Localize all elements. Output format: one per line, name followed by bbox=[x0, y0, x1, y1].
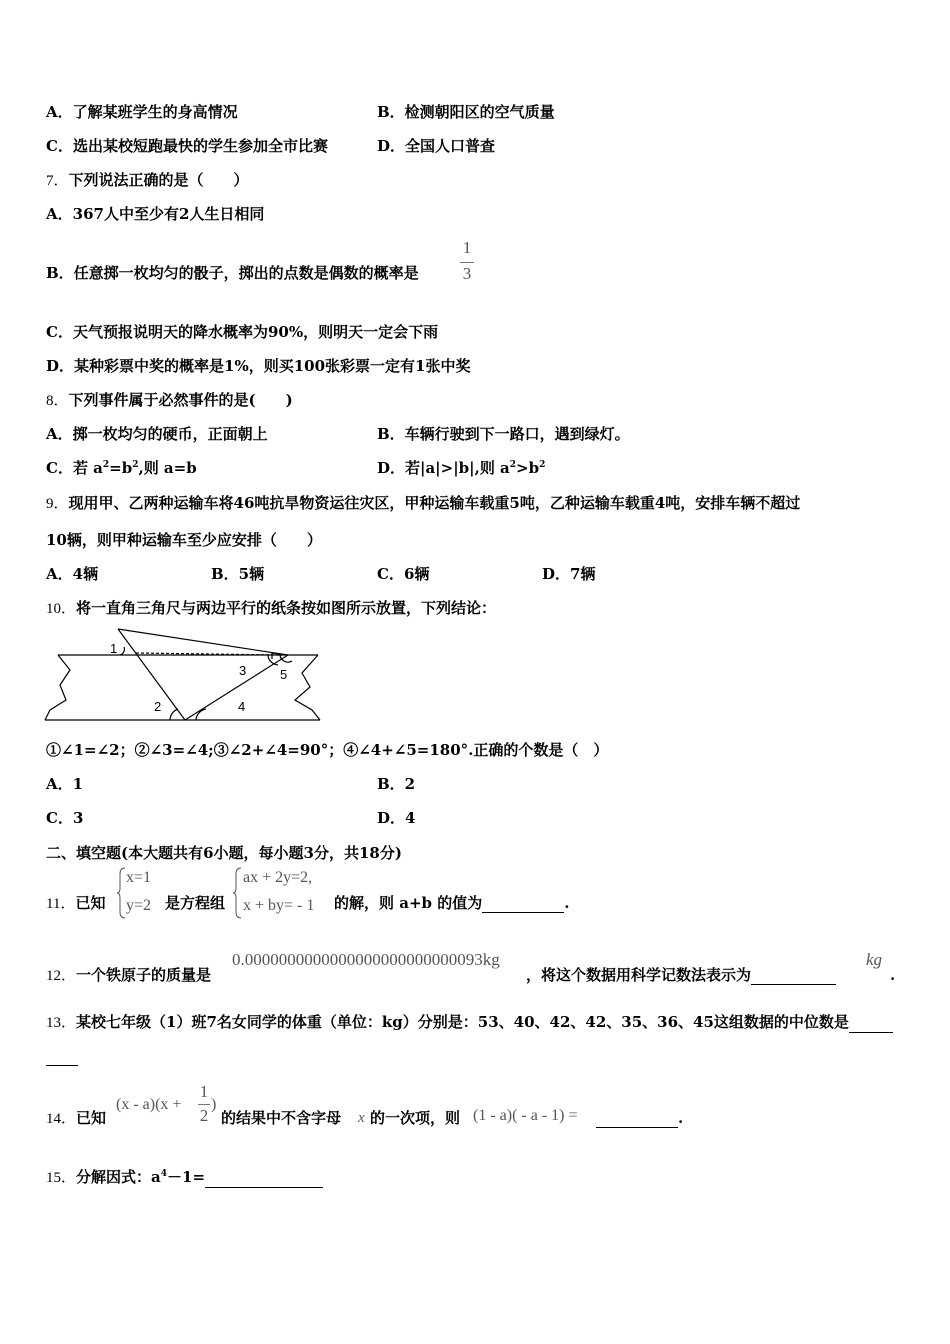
q10-option-a: A．1 bbox=[46, 775, 84, 793]
text: 的解，则 a+b 的值为 bbox=[334, 894, 483, 912]
question-11 bbox=[46, 893, 105, 914]
q7-option-b: B．任意掷一枚均匀的骰子，掷出的点数是偶数的概率是 bbox=[46, 264, 419, 282]
question-15 bbox=[46, 1167, 323, 1188]
q11-post bbox=[334, 893, 569, 913]
q14-fraction bbox=[198, 1082, 210, 1128]
q6-option-c: C．选出某校短跑最快的学生参加全市比赛 bbox=[46, 137, 328, 155]
angle-label-1: 1 bbox=[110, 641, 118, 656]
triangle-right-side bbox=[118, 629, 288, 720]
triangle-left-side bbox=[118, 629, 185, 720]
angle-2-arc bbox=[170, 709, 178, 720]
q8-option-d bbox=[377, 458, 545, 478]
question-number: 13． bbox=[46, 1015, 77, 1031]
superscript: 2 bbox=[132, 460, 139, 470]
question-number: 15． bbox=[46, 1170, 77, 1186]
fraction-bar bbox=[198, 1104, 210, 1105]
q14-answer bbox=[596, 1108, 683, 1128]
q12-pre: 一个铁原子的质量是 bbox=[76, 966, 212, 984]
question-9 bbox=[46, 493, 800, 514]
fraction-bar bbox=[460, 262, 474, 263]
triangle-ruler-figure bbox=[40, 625, 330, 730]
text: D．若|a|>|b|,则 a bbox=[377, 459, 510, 477]
iron-atom-mass: 0.0000000000000000000000000093kg bbox=[232, 950, 500, 969]
answer-blank[interactable] bbox=[849, 1032, 893, 1033]
q6-option-a: A．了解某班学生的身高情况 bbox=[46, 103, 238, 121]
text: ,则 a=b bbox=[138, 459, 197, 477]
question-number: 9． bbox=[46, 496, 69, 512]
q11-pre: 已知 bbox=[75, 894, 106, 912]
q8-option-a: A．掷一枚均匀的硬币，正面朝上 bbox=[46, 425, 268, 443]
question-stem-line2: 10辆，则甲种运输车至少应安排（ ） bbox=[46, 531, 322, 549]
q9-option-c: C．6辆 bbox=[377, 565, 430, 583]
question-stem: 将一直角三角尺与两边平行的纸条按如图所示放置，下列结论： bbox=[76, 599, 497, 617]
text: ，将这个数据用科学记数法表示为 bbox=[526, 966, 752, 984]
answer-blank[interactable] bbox=[751, 984, 836, 985]
angle-label-3: 3 bbox=[239, 663, 247, 678]
section-title: 二、填空题(本大题共有6小题，每小题3分，共18分) bbox=[46, 844, 402, 862]
answer-blank[interactable] bbox=[596, 1127, 678, 1128]
angle-label-2: 2 bbox=[154, 699, 162, 714]
angle-4-arc bbox=[196, 709, 206, 720]
question-12 bbox=[46, 965, 211, 986]
q6-option-b: B．检测朝阳区的空气质量 bbox=[377, 103, 555, 121]
text: 分解因式：a bbox=[76, 1168, 161, 1186]
q14-expression-close: ) bbox=[211, 1096, 217, 1113]
q14-variable: x bbox=[358, 1110, 365, 1126]
system1-line2: y=2 bbox=[126, 897, 152, 914]
answer-blank-continued[interactable] bbox=[46, 1065, 78, 1066]
q12-end: . bbox=[890, 966, 896, 984]
q14-expression-2: (1 - a)( - a - 1) = bbox=[473, 1107, 578, 1124]
answer-blank[interactable] bbox=[482, 912, 564, 913]
question-14 bbox=[46, 1108, 106, 1129]
fraction-denominator: 3 bbox=[462, 264, 472, 283]
q11-mid: 是方程组 bbox=[165, 894, 226, 912]
question-8 bbox=[46, 390, 293, 411]
answer-blank[interactable] bbox=[205, 1187, 323, 1188]
fraction-numerator: 1 bbox=[462, 238, 472, 257]
unit-kg: kg bbox=[866, 950, 883, 969]
system2-line2: x + by= - 1 bbox=[243, 897, 315, 914]
strip-left-torn-edge bbox=[45, 655, 70, 720]
superscript: 4 bbox=[160, 1169, 168, 1179]
fraction-denominator: 2 bbox=[199, 1106, 209, 1125]
superscript: 2 bbox=[509, 460, 517, 470]
q8-option-b: B．车辆行驶到下一路口，遇到绿灯。 bbox=[377, 425, 630, 443]
question-stem-line1: 现用甲、乙两种运输车将46吨抗旱物资运往灾区，甲种运输车载重5吨，乙种运输车载重4吨，安排车辆不超过 bbox=[68, 494, 801, 512]
fraction-numerator: 1 bbox=[199, 1082, 209, 1101]
question-number: 7． bbox=[46, 173, 69, 189]
q6-option-d: D．全国人口普查 bbox=[377, 137, 496, 155]
system1-line1: x=1 bbox=[126, 869, 152, 886]
q7-fraction bbox=[460, 238, 474, 288]
text: >b bbox=[516, 459, 540, 477]
q10-option-d: D．4 bbox=[377, 809, 416, 827]
q12-post bbox=[526, 965, 836, 985]
q7-option-c: C．天气预报说明天的降水概率为90%，则明天一定会下雨 bbox=[46, 323, 439, 341]
q9-option-d: D．7辆 bbox=[542, 565, 596, 583]
text: . bbox=[564, 894, 570, 912]
q9-option-b: B．5辆 bbox=[211, 565, 265, 583]
text: －1= bbox=[167, 1168, 206, 1186]
question-number: 10． bbox=[46, 601, 77, 617]
q14-pre: 已知 bbox=[76, 1109, 107, 1127]
q7-option-a: A．367人中至少有2人生日相同 bbox=[46, 205, 265, 223]
superscript: 2 bbox=[102, 460, 110, 470]
strip-right-torn-edge bbox=[295, 655, 320, 720]
question-number: 11． bbox=[46, 896, 76, 912]
q14-mid: 的结果中不含字母 bbox=[221, 1109, 342, 1127]
brace-2 bbox=[232, 866, 242, 920]
question-number: 14． bbox=[46, 1111, 77, 1127]
q8-option-c bbox=[46, 458, 197, 478]
angle-label-4: 4 bbox=[238, 699, 246, 714]
q10-conclusions: ①∠1=∠2；②∠3=∠4;③∠2+∠4=90°；④∠4+∠5=180°.正确的个数是（ ） bbox=[46, 741, 609, 759]
text: =b bbox=[109, 459, 133, 477]
q9-option-a: A．4辆 bbox=[46, 565, 99, 583]
question-stem: 下列事件属于必然事件的是( ) bbox=[68, 391, 293, 409]
question-13 bbox=[46, 1012, 893, 1033]
system2-line1: ax + 2y=2, bbox=[243, 869, 313, 886]
q10-option-b: B．2 bbox=[377, 775, 416, 793]
angle-3-arc bbox=[268, 655, 278, 665]
question-number: 12． bbox=[46, 968, 77, 984]
q7-option-d: D．某种彩票中奖的概率是1%，则买100张彩票一定有1张中奖 bbox=[46, 357, 471, 375]
question-number: 8． bbox=[46, 393, 69, 409]
question-10 bbox=[46, 598, 496, 619]
right-angle-mark bbox=[272, 653, 280, 659]
question-7 bbox=[46, 170, 249, 191]
text: C．若 a bbox=[46, 459, 103, 477]
brace-1 bbox=[116, 866, 126, 920]
q14-expression: (x - a)(x + bbox=[116, 1096, 182, 1113]
question-stem: 某校七年级（1）班7名女同学的体重（单位：kg）分别是：53、40、42、42、35、36、45这组数据的中位数是 bbox=[76, 1013, 849, 1031]
q14-post: 的一次项，则 bbox=[370, 1109, 461, 1127]
question-stem: 下列说法正确的是（ ） bbox=[68, 171, 249, 189]
angle-label-5: 5 bbox=[280, 667, 288, 682]
text: . bbox=[678, 1109, 684, 1127]
angle-1-arc bbox=[120, 647, 124, 655]
superscript: 2 bbox=[539, 460, 546, 470]
q10-option-c: C．3 bbox=[46, 809, 84, 827]
